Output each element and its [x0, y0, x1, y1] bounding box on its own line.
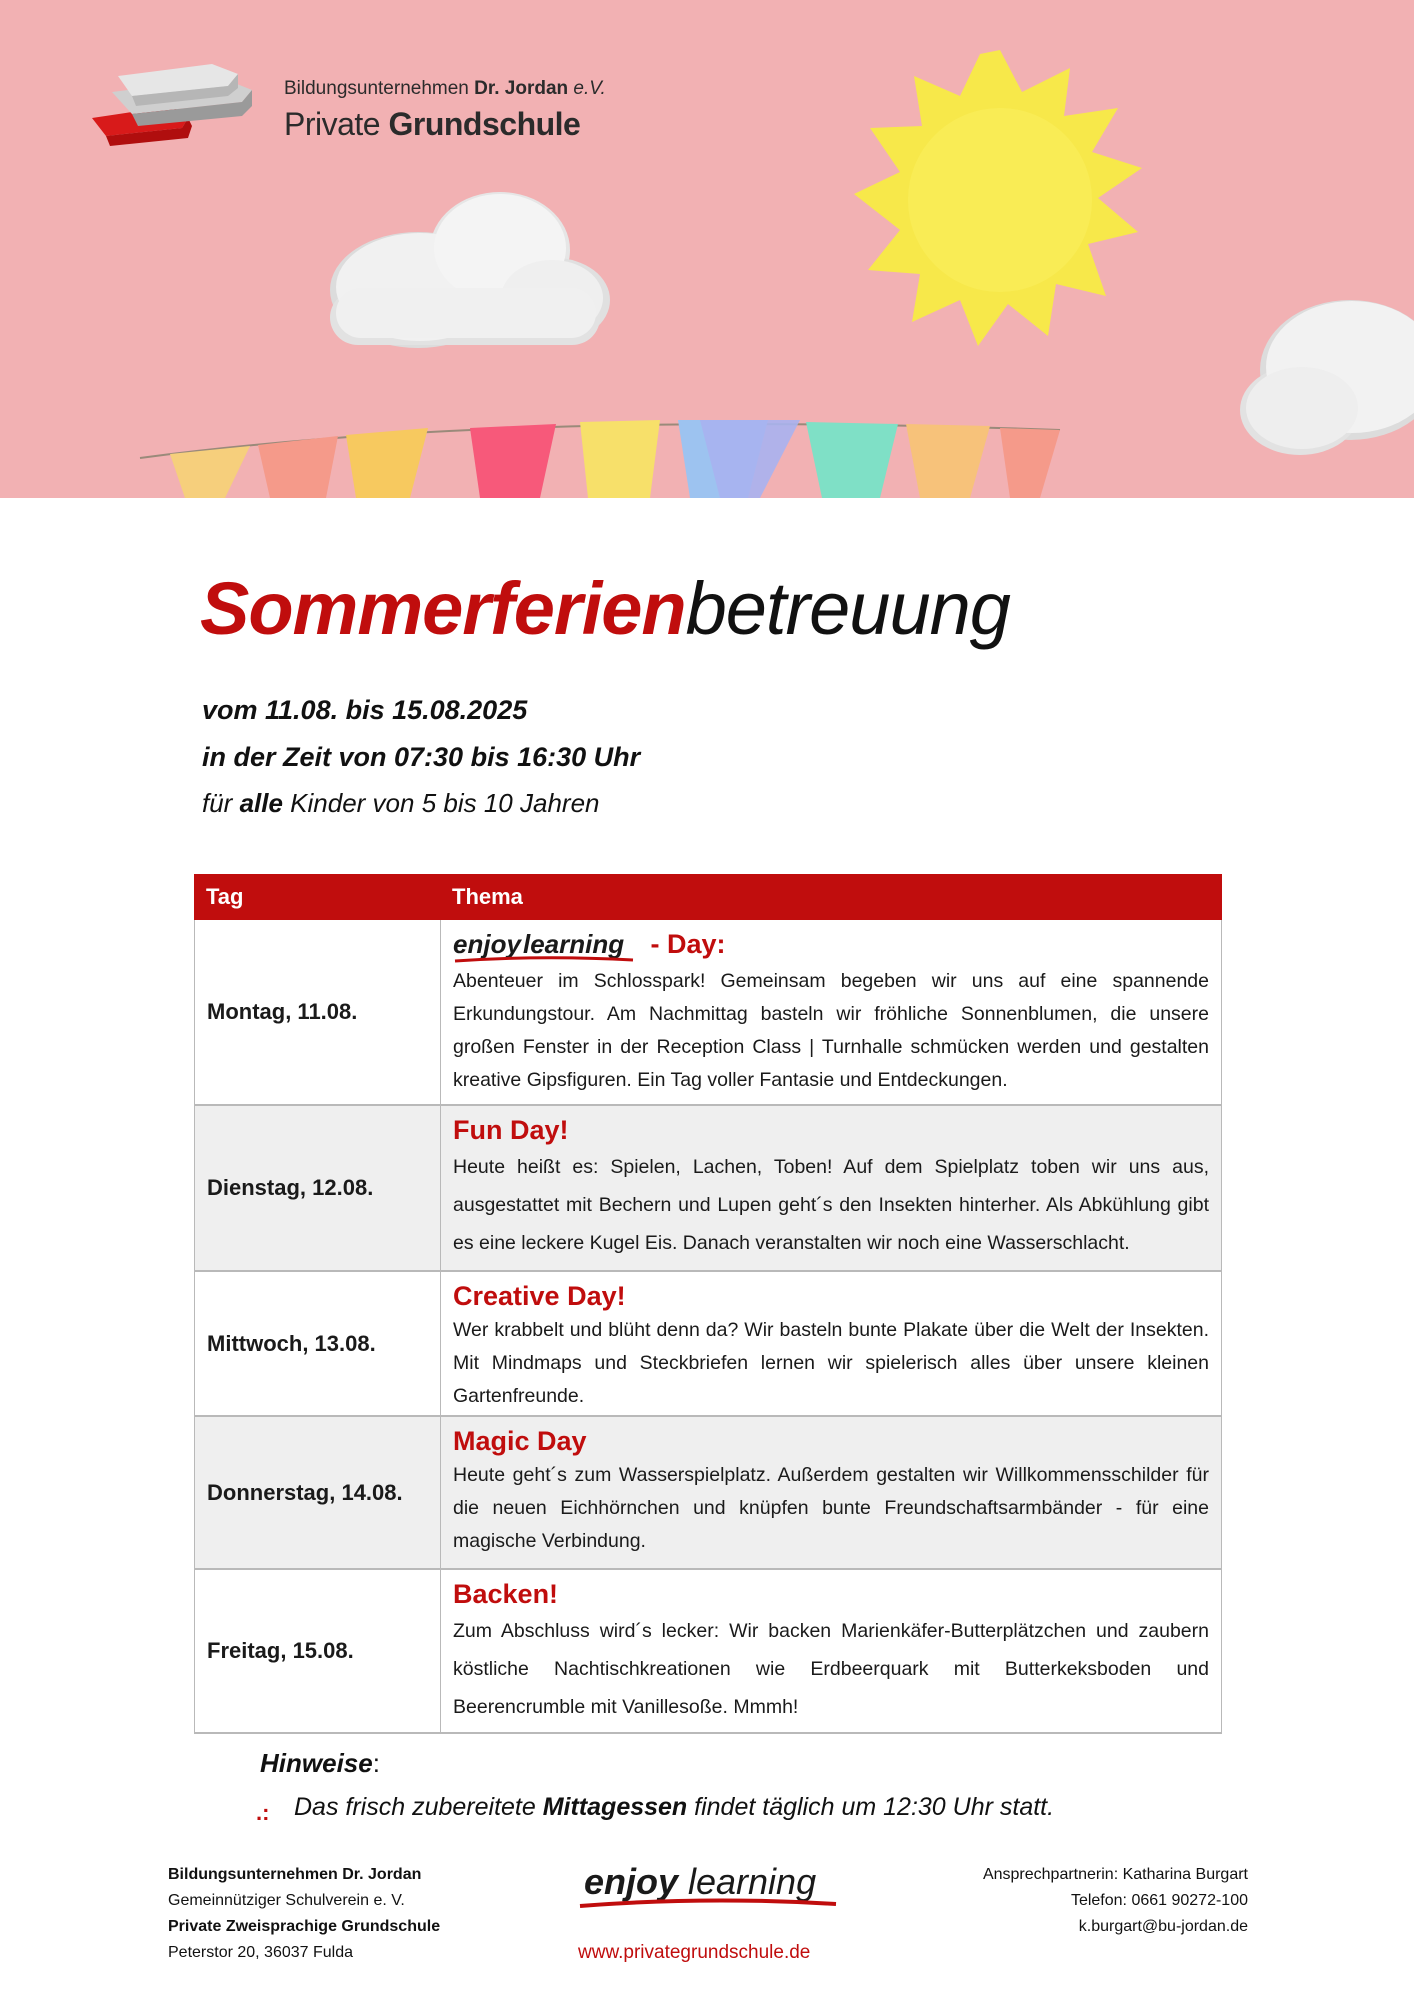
table-row: [194, 1106, 1222, 1272]
contact-email[interactable]: k.burgart@bu-jordan.de: [1078, 1918, 1248, 1935]
topic-description: Abenteuer im Schlosspark! Gemeinsam begeben wir uns auf eine spannende Erkundungstour. Am Nachmittag basteln wir fröhliche Sonnenblumen, die unsere großen Fenster in der Reception Class | Turnhalle schmücken werden und gestalten kreative Gipsfiguren. Ein Tag voller Fantasie und Entdeckungen.: [453, 969, 1209, 1091]
website-link[interactable]: www.privategrundschule.de: [578, 1942, 811, 1963]
topic-description: Wer krabbelt und blüht denn da? Wir basteln bunte Plakate über die Welt der Insekten. Mit Mindmaps und Steckbriefen lernen wir spielerisch alles über unsere kleinen Gartenfreunde.: [453, 1319, 1209, 1407]
footer-org-name: Bildungsunternehmen Dr. Jordan: [168, 1866, 422, 1883]
notes-heading: Hinweise:: [260, 1748, 380, 1778]
footer-school-name: Private Zweisprachige Grundschule: [168, 1918, 441, 1935]
bunting-flags: [170, 420, 1060, 498]
logo-school-name: Private Grundschule: [284, 106, 581, 142]
cloud-shape-right: [1240, 300, 1414, 455]
notes-item: Das frisch zubereitete Mittagessen findet täglich um 12:30 Uhr statt.: [294, 1793, 1055, 1821]
page-title: Sommerferienbetreuung: [200, 567, 1010, 650]
enjoy-learning-footer-logo: [576, 1856, 876, 1916]
header-topic: Thema: [452, 884, 523, 909]
svg-text:enjoy: enjoy: [453, 928, 521, 959]
footer-street: Peterstor 20, 36037 Fulda: [168, 1944, 354, 1961]
footer-address: [168, 1862, 440, 1966]
table-header: [194, 874, 1222, 920]
logo-organization: Bildungsunternehmen Dr. Jordan e.V.: [284, 78, 606, 99]
topic-title: Creative Day!: [453, 1281, 626, 1311]
topic-description: Heute geht´s zum Wasserspielplatz. Außerdem gestalten wir Willkommensschilder für die neuen Eichhörnchen und knüpfen bunte Freundschaftsarmbänder - für eine magische Verbindung.: [453, 1464, 1209, 1552]
day-cell: Montag, 11.08.: [195, 920, 441, 1104]
topic-title: Magic Day: [453, 1426, 587, 1456]
date-range: vom 11.08. bis 15.08.2025: [202, 695, 528, 725]
day-cell: Mittwoch, 13.08.: [195, 1272, 441, 1415]
schedule-table: [194, 874, 1222, 1734]
enjoy-learning-logo: [453, 927, 643, 965]
sun-shape: [854, 50, 1142, 346]
table-row: [194, 1272, 1222, 1417]
bullet-icon: .:: [256, 1800, 270, 1825]
school-logo[interactable]: [92, 62, 612, 152]
contact-phone[interactable]: Telefon: 0661 90272-100: [1070, 1892, 1248, 1909]
topic-title: enjoy learning - Day:: [453, 926, 1209, 965]
topic-description: Heute heißt es: Spielen, Lachen, Toben! Auf dem Spielplatz toben wir uns aus, ausgestattet mit Bechern und Lupen geht´s den Insekten hinterher. Als Abkühlung gibt es eine leckere Kugel Eis. Danach veranstalten wir noch eine Wasserschlacht.: [453, 1156, 1209, 1254]
footer-org-type: Gemeinnütziger Schulverein e. V.: [168, 1892, 405, 1909]
topic-cell: [441, 1106, 1221, 1270]
day-cell: Dienstag, 12.08.: [195, 1106, 441, 1270]
day-cell: Donnerstag, 14.08.: [195, 1417, 441, 1568]
svg-text:learning: learning: [688, 1861, 817, 1902]
table-row: [194, 920, 1222, 1106]
svg-text:learning: learning: [523, 928, 625, 959]
header-banner: [0, 0, 1414, 498]
topic-title: Fun Day!: [453, 1115, 569, 1145]
svg-text:enjoy: enjoy: [584, 1861, 679, 1902]
topic-cell: [441, 920, 1221, 1104]
topic-cell: [441, 1570, 1221, 1732]
header-day: Tag: [206, 884, 244, 909]
books-icon: [92, 62, 272, 152]
table-row: [194, 1570, 1222, 1734]
audience-text: für alle Kinder von 5 bis 10 Jahren: [202, 788, 600, 818]
footer-contact: [983, 1862, 1248, 1940]
time-range: in der Zeit von 07:30 bis 16:30 Uhr: [202, 742, 641, 772]
topic-cell: [441, 1272, 1221, 1415]
table-row: [194, 1417, 1222, 1570]
topic-description: Zum Abschluss wird´s lecker: Wir backen Marienkäfer-Butterplätzchen und zaubern köstliche Nachtischkreationen wie Erdbeerquark mit Butterkeksboden und Beerencrumble mit Vanillesoße. Mmmh!: [453, 1620, 1209, 1718]
contact-person: Ansprechpartnerin: Katharina Burgart: [982, 1866, 1248, 1883]
cloud-shape: [330, 192, 610, 348]
topic-cell: [441, 1417, 1221, 1568]
topic-title: Backen!: [453, 1579, 559, 1609]
day-cell: Freitag, 15.08.: [195, 1570, 441, 1732]
